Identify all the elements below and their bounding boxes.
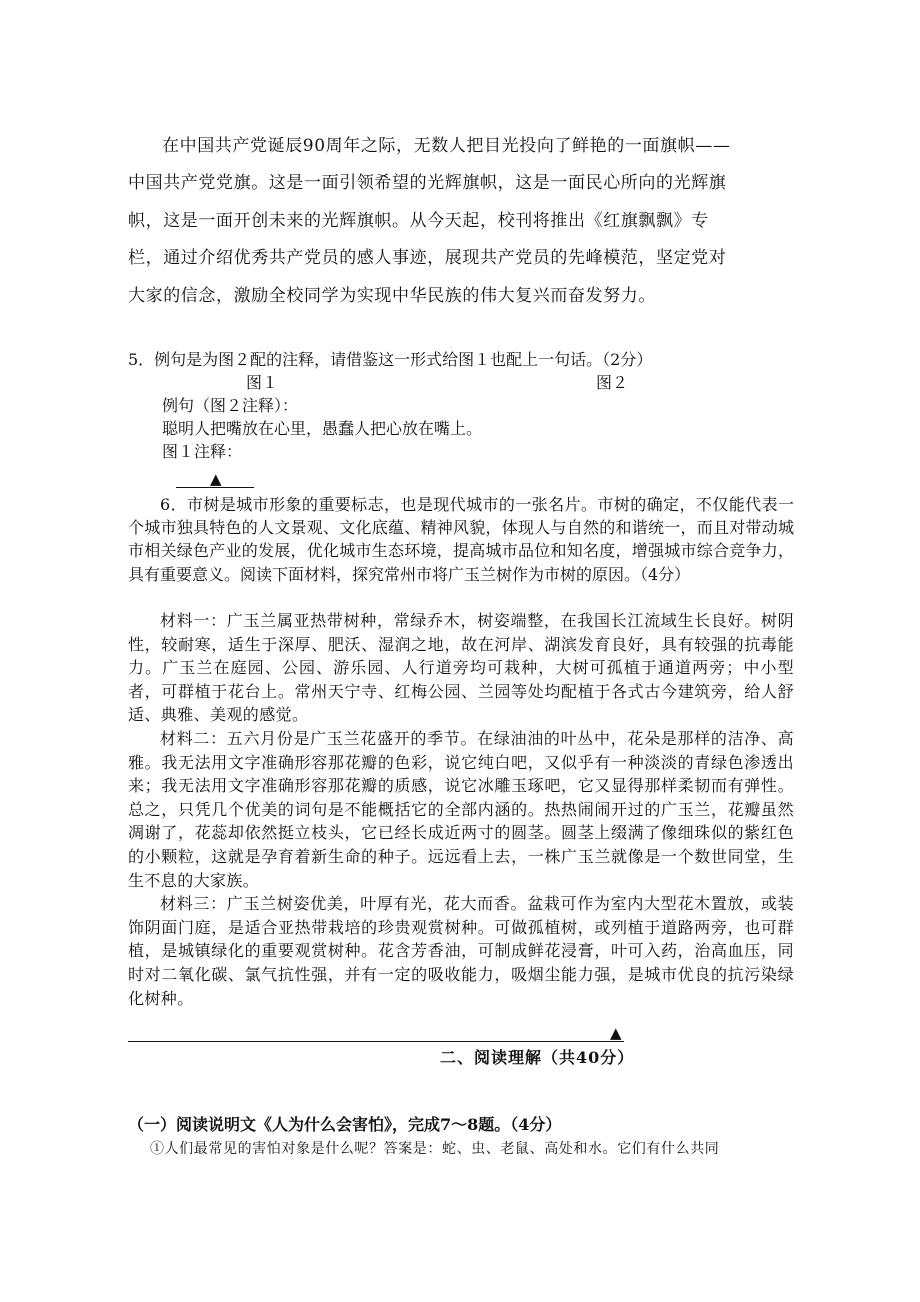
answer-marker-triangle: ▲	[210, 470, 222, 488]
question-6-prompt: 6．市树是城市形象的重要标志，也是现代城市的一张名片。市树的确定，不仅能代表一个城市独具特色的人文景观、文化底蕴、精神风貌，体现人与自然的和谐统一，而且对带动城市相关绿色产业的发展，优化城市生态环境，提高城市品位和知名度，增强城市综合竞争力，具有重要意义。阅读下面材料，探究常州市将广玉兰树作为市树的原因。（4分）	[128, 495, 794, 584]
answer-label: 图１注释：	[162, 442, 243, 461]
answer-line	[128, 1041, 624, 1042]
intro-line: 大家的信念，激励全校同学为实现中华民族的伟大复兴而奋发努力。	[128, 285, 656, 306]
answer-marker-triangle: ▲	[610, 1024, 622, 1042]
intro-passage	[128, 128, 792, 315]
material-2: 材料二：五六月份是广玉兰花盛开的季节。在绿油油的叶丛中，花朵是那样的洁净、高雅。我无法用文字准确形容那花瓣的色彩，说它纯白吧，又似乎有一种淡淡的青绿色渗透出来；我无法用文字准确形容那花瓣的质感，说它冰雕玉琢吧，它又显得那样柔韧而有弹性。总之，只凭几个优美的词句是不能概括它的全部内涵的。热热闹闹开过的广玉兰，花瓣虽然凋谢了，花蕊却依然挺立枝头，它已经长成近两寸的圆茎。圆茎上缀满了像细珠似的紫红色的小颗粒，这就是孕育着新生命的种子。远远看上去，一株广玉兰就像是一个数世同堂，生生不息的大家族。	[128, 728, 794, 890]
question-5	[128, 348, 792, 463]
intro-line: 在中国共产党诞辰90周年之际，无数人把目光投向了鲜艳的一面旗帜——	[162, 136, 731, 156]
intro-line: 帜，这是一面开创未来的光辉旗帜。从今天起，校刊将推出《红旗飘飘》专	[128, 210, 709, 231]
part-1-title: （一）阅读说明文《人为什么会害怕》，完成7～8题。（4分）	[128, 1115, 562, 1134]
question-6	[128, 493, 794, 586]
intro-line: 栏，通过介绍优秀共产党员的感人事迹，展现共产党员的先峰模范，坚定党对	[128, 248, 727, 269]
material-3: 材料三：广玉兰树姿优美，叶厚有光，花大而香。盆栽可作为室内大型花木置放，或装饰阴面门庭，是适合亚热带栽培的珍贵观赏树种。可做孤植树，或列植于道路两旁，也可群植，是城镇绿化的重要观赏树种。花含芳香油，可制成鲜花浸膏，叶可入药，治高血压，同时对二氧化碳、氯气抗性强，并有一定的吸收能力，吸烟尘能力强，是城市优良的抗污染绿化树种。	[128, 894, 794, 1008]
materials	[128, 609, 794, 1010]
material-1: 材料一：广玉兰属亚热带树种，常绿乔木，树姿端整，在我国长江流域生长良好。树阴性，较耐寒，适生于深厚、肥沃、湿润之地，故在河岸、湖滨发育良好，具有较强的抗毒能力。广玉兰在庭园、公园、游乐园、人行道旁均可栽种，大树可孤植于通道两旁；中小型者，可群植于花台上。常州天宁寺、红梅公园、兰园等处均配植于各式古今建筑旁，给人舒适、典雅、美观的感觉。	[128, 611, 794, 725]
figure-labels-row	[128, 371, 792, 394]
figure-2-label: 图２	[596, 373, 629, 392]
example-text: 聪明人把嘴放在心里，愚蠢人把心放在嘴上。	[162, 419, 483, 438]
intro-line: 中国共产党党旗。这是一面引领希望的光辉旗帜，这是一面民心所向的光辉旗	[128, 173, 727, 194]
question-5-prompt: 5．例句是为图２配的注释，请借鉴这一形式给图１也配上一句话。（2分）	[128, 350, 653, 369]
figure-1-label: 图１	[246, 373, 279, 392]
section-2-title: 二、阅读理解（共40分）	[440, 1048, 635, 1067]
example-label: 例句（图２注释）：	[162, 396, 299, 415]
part-1-paragraph-1: ①人们最常见的害怕对象是什么呢？答案是：蛇、虫、老鼠、高处和水。它们有什么共同	[150, 1141, 720, 1157]
